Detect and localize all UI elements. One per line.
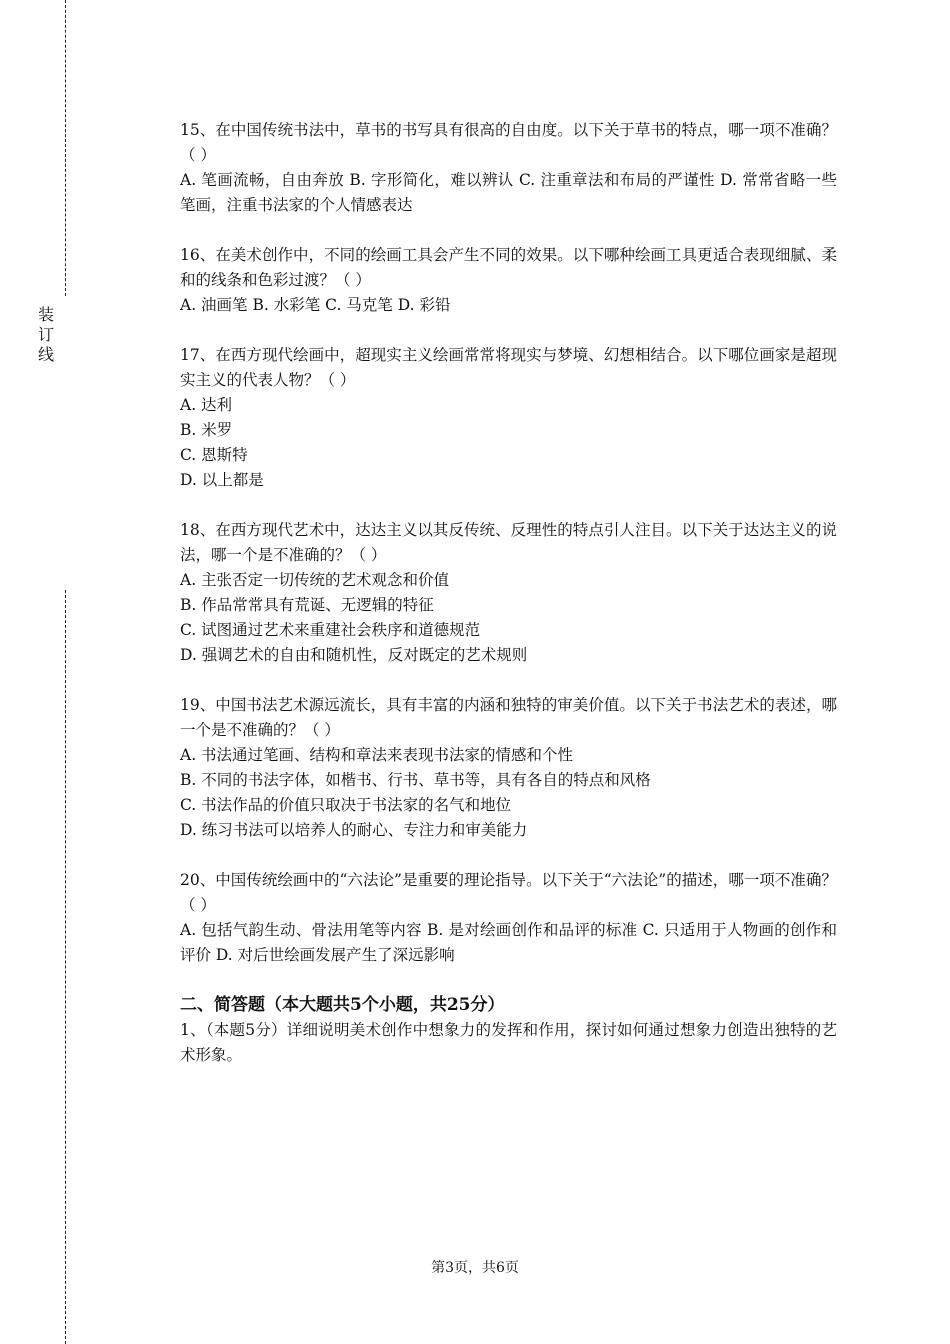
option-a: A. 达利 [180,396,233,414]
option-c: C. 恩斯特 [180,446,248,464]
option-a: A. 主张否定一切传统的艺术观念和价值 [180,571,450,589]
question-stem: 16、在美术创作中，不同的绘画工具会产生不同的效果。以下哪种绘画工具更适合表现细腻、柔和的线条和色彩过渡？（ ） [180,246,837,289]
option-b: B. 作品常常具有荒诞、无逻辑的特征 [180,596,434,614]
binding-label: 装订线 [38,305,55,364]
question-stem: 15、在中国传统书法中，草书的书写具有很高的自由度。以下关于草书的特点，哪一项不准确？（ ） [180,121,837,164]
question-18 [180,518,837,668]
short-answer-question-1: 1、（本题5分）详细说明美术创作中想象力的发挥和作用，探讨如何通过想象力创造出独特的艺术形象。 [180,1021,837,1064]
option-c: C. 试图通过艺术来重建社会秩序和道德规范 [180,621,481,639]
question-stem: 17、在西方现代绘画中，超现实主义绘画常常将现实与梦境、幻想相结合。以下哪位画家是超现实主义的代表人物？（ ） [180,346,837,389]
question-20 [180,868,837,968]
question-options: A. 笔画流畅，自由奔放 B. 字形简化，难以辨认 C. 注重章法和布局的严谨性 D. 常常省略一些笔画，注重书法家的个人情感表达 [180,171,837,214]
question-options: A. 油画笔 B. 水彩笔 C. 马克笔 D. 彩铅 [180,296,451,314]
option-a: A. 书法通过笔画、结构和章法来表现书法家的情感和个性 [180,746,574,764]
binding-line-bottom [65,590,66,1344]
option-c: C. 书法作品的价值只取决于书法家的名气和地位 [180,796,512,814]
question-stem: 18、在西方现代艺术中，达达主义以其反传统、反理性的特点引人注目。以下关于达达主义的说法，哪一个是不准确的？（ ） [180,521,837,564]
option-d: D. 强调艺术的自由和随机性，反对既定的艺术规则 [180,646,528,664]
binding-line-top [65,0,66,296]
page-footer: 第3页，共6页 [431,1260,519,1276]
option-b: B. 不同的书法字体，如楷书、行书、草书等，具有各自的特点和风格 [180,771,651,789]
question-19 [180,693,837,843]
question-17 [180,343,837,493]
option-b: B. 米罗 [180,421,233,439]
question-15 [180,118,837,218]
option-d: D. 以上都是 [180,471,264,489]
question-16 [180,243,837,318]
question-options: A. 包括气韵生动、骨法用笔等内容 B. 是对绘画创作和品评的标准 C. 只适用于人物画的创作和评价 D. 对后世绘画发展产生了深远影响 [180,921,837,964]
section-heading: 二、简答题（本大题共5个小题，共25分） [180,995,505,1015]
question-stem: 19、中国书法艺术源远流长，具有丰富的内涵和独特的审美价值。以下关于书法艺术的表述，哪一个是不准确的？（ ） [180,696,837,739]
question-stem: 20、中国传统绘画中的“六法论”是重要的理论指导。以下关于“六法论”的描述，哪一项不准确？（ ） [180,871,837,914]
page-content [180,118,837,1068]
option-d: D. 练习书法可以培养人的耐心、专注力和审美能力 [180,821,528,839]
